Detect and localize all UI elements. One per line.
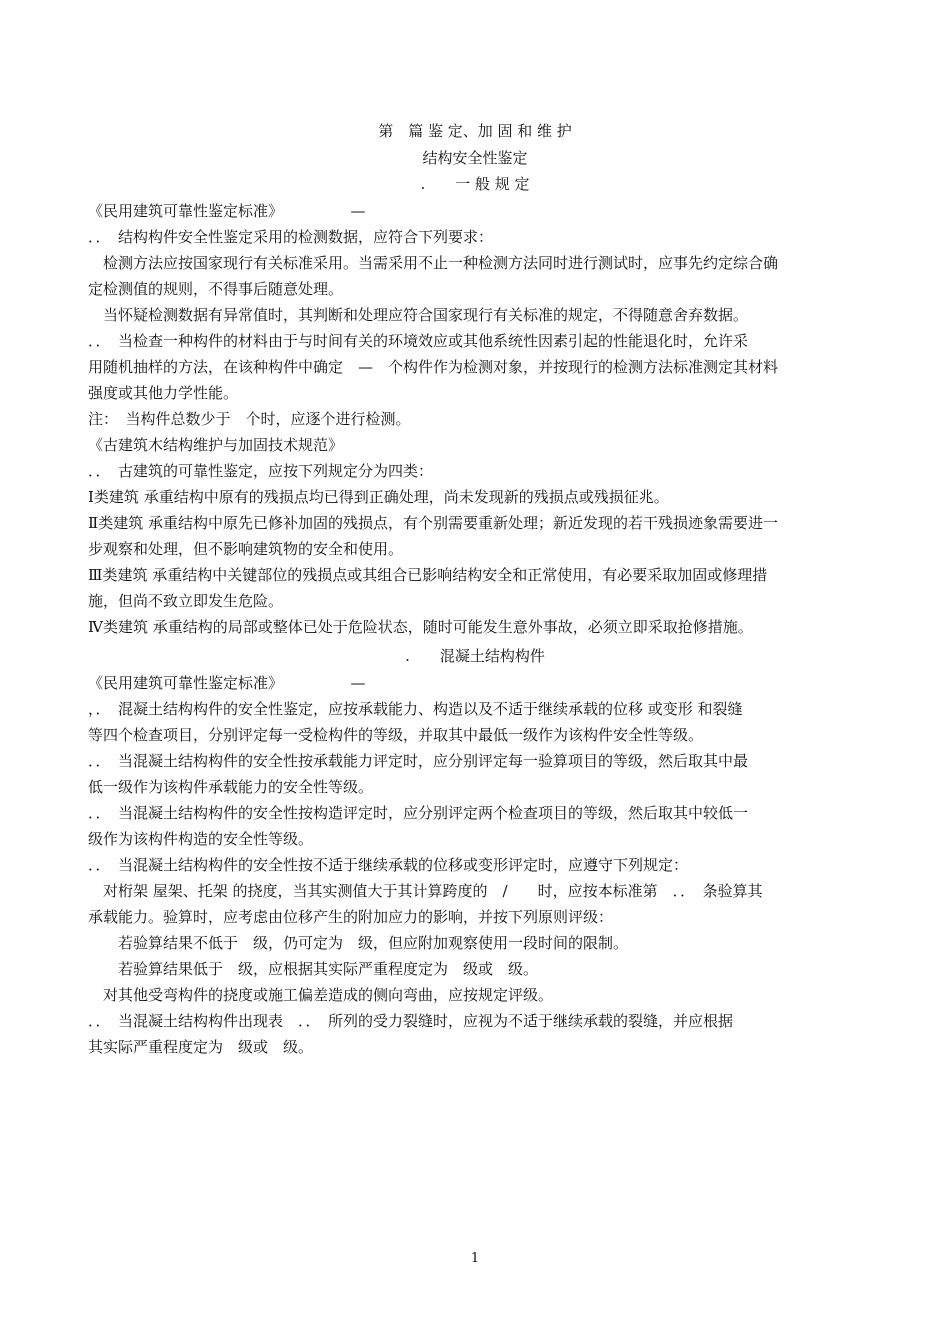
chapter-title: 结构安全性鉴定 xyxy=(422,149,528,167)
body-line: 其实际严重程度定为 级或 级。 xyxy=(88,1038,314,1056)
body-line: 对桁架 屋架、托架 的挠度，当其实测值大于其计算跨度的 / 时，应按本标准第 ．． 条验算其 xyxy=(88,882,763,900)
standard-reference: 《民用建筑可靠性鉴定标准》 — xyxy=(88,674,366,692)
body-line: 承载能力。验算时，应考虑由位移产生的附加应力的影响，并按下列原则评级： xyxy=(88,908,614,926)
clause-line: ．． 当检查一种构件的材料由于与时间有关的环境效应或其他系统性因素引起的性能退化时，允许采 xyxy=(88,332,749,350)
body-line: 低一级作为该构件承载能力的安全性等级。 xyxy=(88,778,374,796)
body-line: 用随机抽样的方法，在该种构件中确定 — 个构件作为检测对象，并按现行的检测方法标准测定其材料 xyxy=(88,358,779,376)
standard-reference: 《民用建筑可靠性鉴定标准》 — xyxy=(88,202,366,220)
body-line: 检测方法应按国家现行有关标准采用。当需采用不止一种检测方法同时进行测试时，应事先约定综合确 xyxy=(88,254,779,272)
body-line: 若验算结果低于 级，应根据其实际严重程度定为 级或 级。 xyxy=(88,960,539,978)
body-line: 定检测值的规则，不得事后随意处理。 xyxy=(88,280,344,298)
body-line: 若验算结果不低于 级，仍可定为 级，但应附加观察使用一段时间的限制。 xyxy=(88,934,629,952)
class-line: Ⅲ类建筑 承重结构中关键部位的残损点或其组合已影响结构安全和正常使用，有必要采取加固或修理措 xyxy=(88,566,768,584)
body-line: 强度或其他力学性能。 xyxy=(88,384,239,402)
note-line: 注： 当构件总数少于 个时，应逐个进行检测。 xyxy=(88,410,411,428)
class-line: Ⅱ类建筑 承重结构中原先已修补加固的残损点，有个别需要重新处理；新近发现的若干残损迹象需要进一 xyxy=(88,514,778,532)
section-title: . 一 般 规 定 xyxy=(420,175,530,193)
subsection-heading: . 混凝土结构构件 xyxy=(405,647,545,665)
standard-reference: 《古建筑木结构维护与加固技术规范》 xyxy=(88,436,344,454)
body-line: 级作为该构件构造的安全性等级。 xyxy=(88,830,314,848)
clause-line: ．． 当混凝土结构构件的安全性按承载能力评定时，应分别评定每一验算项目的等级，然后取其中最 xyxy=(88,752,749,770)
clause-line: ．． 当混凝土结构构件的安全性按构造评定时，应分别评定两个检查项目的等级，然后取其中较低一 xyxy=(88,804,749,822)
clause-line: ，． 混凝土结构构件的安全性鉴定，应按承载能力、构造以及不适于继续承载的位移 或变形 和裂缝 xyxy=(88,700,743,718)
clause-line: ．． 古建筑的可靠性鉴定，应按下列规定分为四类： xyxy=(88,462,434,480)
class-line: Ⅰ类建筑 承重结构中原有的残损点均已得到正确处理，尚未发现新的残损点或残损征兆。 xyxy=(88,488,669,506)
body-line: 等四个检查项目，分别评定每一受检构件的等级，并取其中最低一级作为该构件安全性等级。 xyxy=(88,726,704,744)
clause-line: ．． 结构构件安全性鉴定采用的检测数据，应符合下列要求： xyxy=(88,228,494,246)
class-line: Ⅳ类建筑 承重结构的局部或整体已处于危险状态，随时可能发生意外事故，必须立即采取抢修措施。 xyxy=(88,618,753,636)
part-title: 第 篇 鉴 定、加 固 和 维 护 xyxy=(378,122,572,140)
clause-line: ．． 当混凝土结构构件的安全性按不适于继续承载的位移或变形评定时，应遵守下列规定： xyxy=(88,856,689,874)
body-line: 施，但尚不致立即发生危险。 xyxy=(88,592,284,610)
body-line: 当怀疑检测数据有异常值时，其判断和处理应符合国家现行有关标准的规定，不得随意舍弃数据。 xyxy=(88,306,749,324)
body-line: 步观察和处理，但不影响建筑物的安全和使用。 xyxy=(88,540,404,558)
body-line: 对其他受弯构件的挠度或施工偏差造成的侧向弯曲，应按规定评级。 xyxy=(88,986,554,1004)
clause-line: ．． 当混凝土结构构件出现表 ．． 所列的受力裂缝时，应视为不适于继续承载的裂缝，并应根据 xyxy=(88,1012,734,1030)
page-number: 1 xyxy=(470,1251,480,1266)
